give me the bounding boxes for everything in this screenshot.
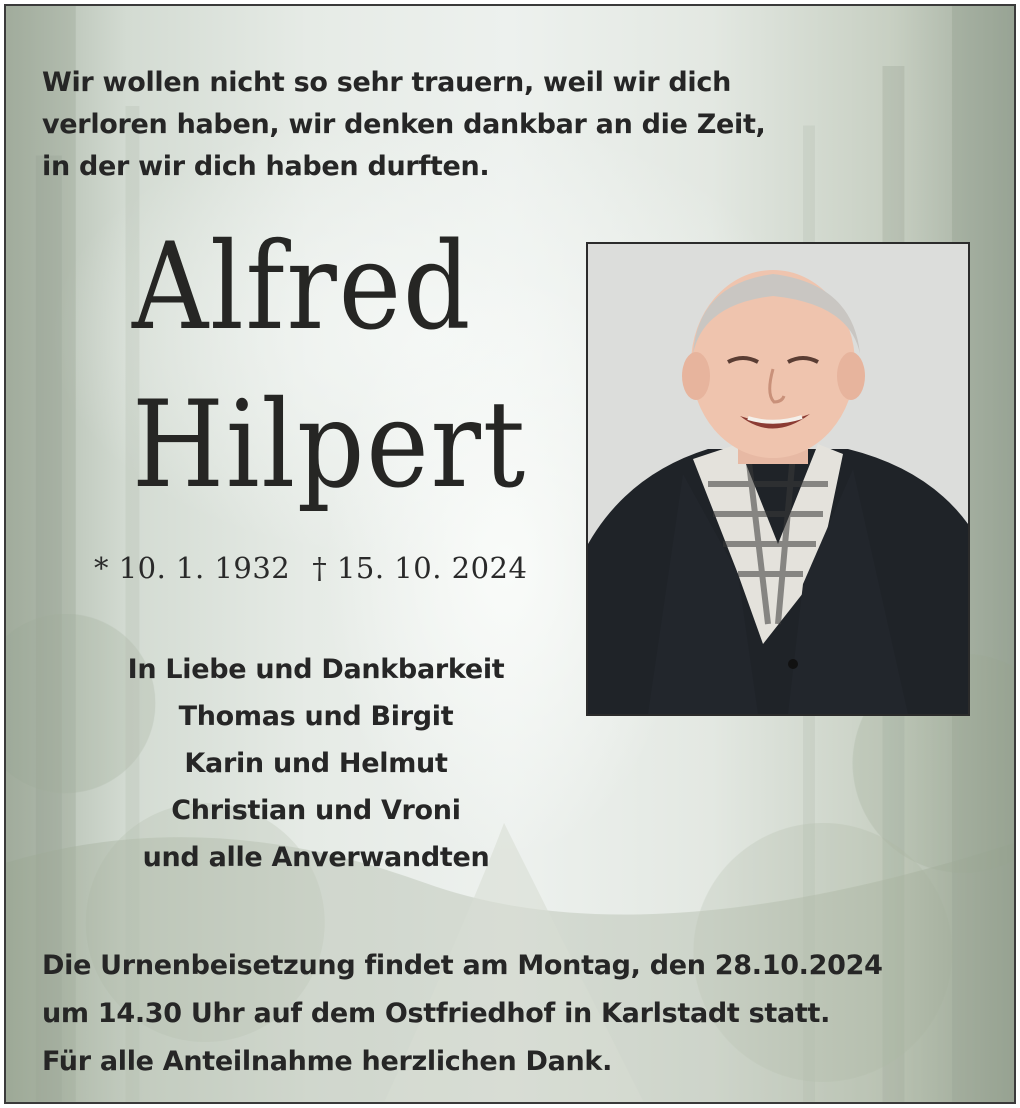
funeral-info-line: um 14.30 Uhr auf dem Ostfriedhof in Karlstadt statt. (42, 998, 831, 1029)
mourners-list (66, 646, 566, 881)
life-dates (94, 546, 554, 590)
obituary-notice (4, 4, 1016, 1104)
deceased-last-name: Hilpert (132, 376, 527, 515)
deceased-first-name: Alfred (132, 218, 473, 357)
mourners-line: Karin und Helmut (184, 748, 448, 779)
funeral-information (42, 942, 982, 1086)
mourners-line: Thomas und Birgit (178, 701, 454, 732)
portrait-illustration (588, 244, 968, 714)
mourners-line: und alle Anverwandten (142, 842, 490, 873)
mourners-line: In Liebe und Dankbarkeit (127, 654, 505, 685)
funeral-info-line: Für alle Anteilnahme herzlichen Dank. (42, 1046, 613, 1077)
death-date: † 15. 10. 2024 (312, 551, 528, 585)
birth-date: * 10. 1. 1932 (94, 551, 291, 585)
funeral-info-line: Die Urnenbeisetzung findet am Montag, den 28.10.2024 (42, 950, 883, 981)
mourners-line: Christian und Vroni (171, 795, 461, 826)
portrait-photo (586, 242, 970, 716)
memorial-quote: Wir wollen nicht so sehr trauern, weil wir dich verloren haben, wir denken dankbar an die Zeit, in der wir dich haben durften. (42, 67, 766, 182)
